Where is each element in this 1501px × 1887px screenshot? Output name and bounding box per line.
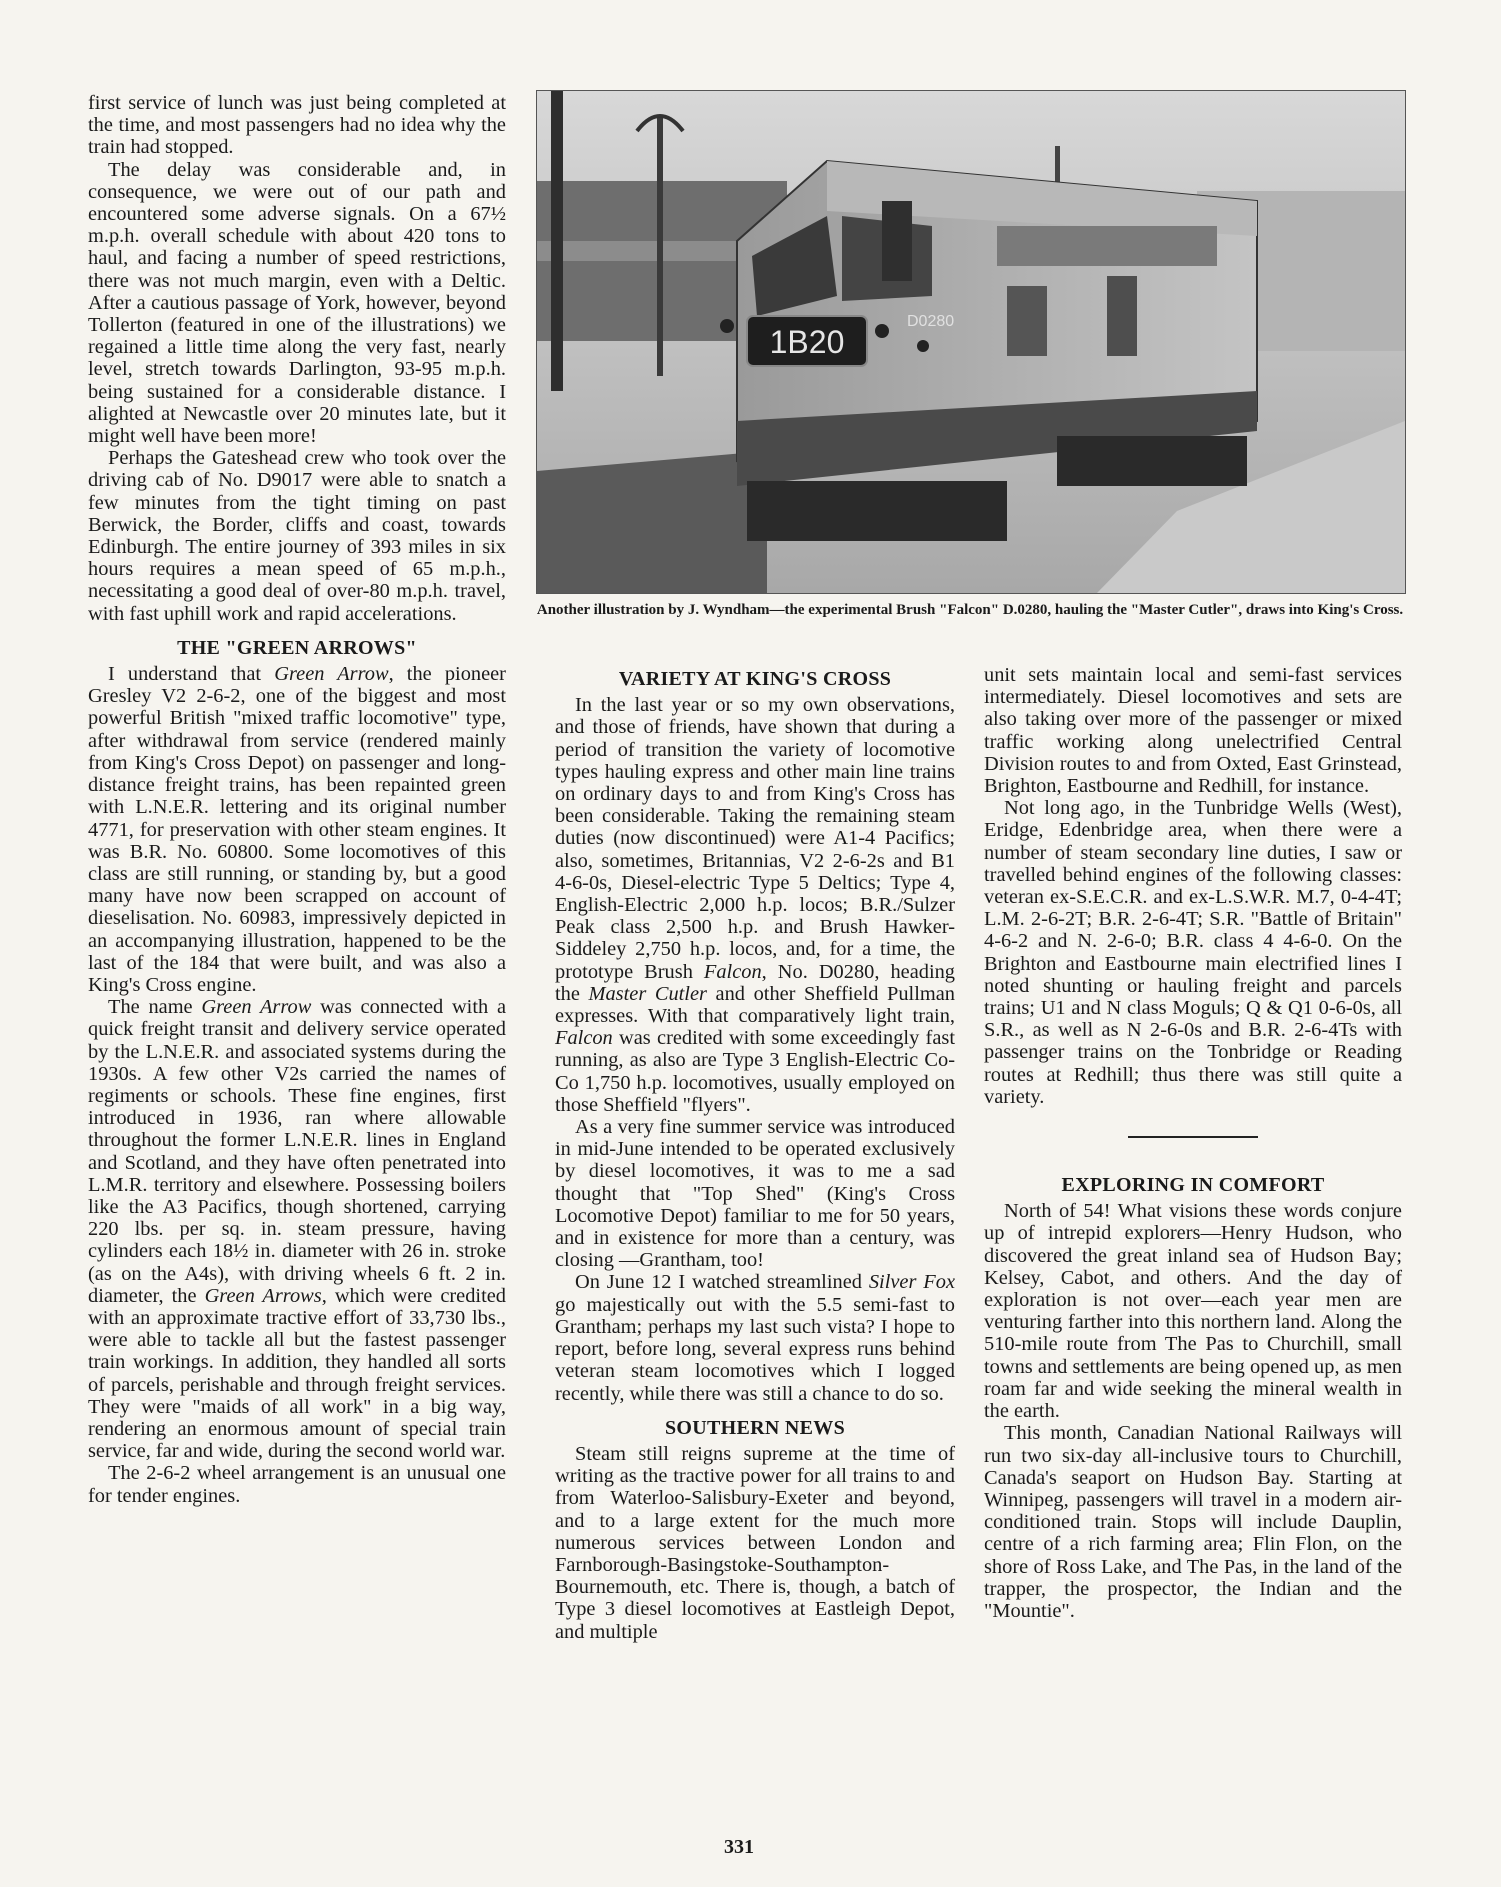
- headcode-text: 1B20: [769, 324, 845, 360]
- paragraph: The name Green Arrow was connected with a quick freight transit and delivery service operated by the L.N.E.R. and associated systems during the 1930s. A few other V2s carried the names of regiments or schools. These fine engines, first introduced in 1936, ran where allowable throughout the former L.N.E.R. lines in England and Scotland, and they have often penetrated into L.M.R. territory and elsewhere. Possessing boilers like the A3 Pacifics, though shortened, carrying 220 lbs. per sq. in. steam pressure, having cylinders each 18½ in. diameter with 26 in. stroke (as on the A4s), with driving wheels 6 ft. 2 in. diameter, the Green Arrows, which were credited with an approximate tractive effort of 33,730 lbs., were able to tackle all but the fastest passenger train workings. In addition, they handled all sorts of parcels, perishable and through freight services. They were "maids of all work" in a big way, rendering an enormous amount of special train service, far and wide, during the second world war.: [88, 996, 506, 1463]
- section-divider: [1128, 1136, 1258, 1138]
- paragraph: Perhaps the Gateshead crew who took over the driving cab of No. D9017 were able to snatch a few minutes from the tight timing on past Berwick, the Border, cliffs and coast, towards Edinburgh. The entire journey of 393 miles in six hours requires a mean speed of 65 m.p.h., necessitating a good deal of over-80 m.p.h. travel, with fast uphill work and rapid accelerations.: [88, 447, 506, 625]
- middle-column: [555, 664, 955, 1643]
- paragraph: In the last year or so my own observations, and those of friends, have shown that during a period of transition the variety of locomotive types hauling express and other main line trains on ordinary days to and from King's Cross has been considerable. Taking the remaining steam duties (now discontinued) were A1-4 Pacifics; also, sometimes, Britannias, V2 2-6-2s and B1 4-6-0s, Diesel-electric Type 5 Deltics; Type 4, English-Electric 2,000 h.p. locos; B.R./Sulzer Peak class 2,500 h.p. and Brush Hawker-Siddeley 2,750 h.p. locos, and, for a time, the prototype Brush Falcon, No. D0280, heading the Master Cutler and other Sheffield Pullman expresses. With that comparatively light train, Falcon was credited with some exceedingly fast running, as also are Type 3 English-Electric Co-Co 1,750 h.p. locomotives, usually employed on those Sheffield "flyers".: [555, 694, 955, 1116]
- paragraph: Not long ago, in the Tunbridge Wells (West), Eridge, Edenbridge area, when there were a number of steam secondary line duties, I saw or travelled behind engines of the following classes: veteran ex-S.E.C.R. and ex-L.S.W.R. M.7, 0-4-4T; L.M. 2-6-2T; B.R. 2-6-4T; S.R. "Battle of Britain" 4-6-2 and N. 2-6-0; B.R. class 4 4-6-0. On the Brighton and Eastbourne main electrified lines I noted shunting or hauling freight and parcels trains; U1 and N class Moguls; Q & Q1 0-6-0s, all S.R., as well as N 2-6-0s and B.R. 2-6-4Ts with passenger trains on the Tonbridge or Reading routes at Redhill; thus there was still quite a variety.: [984, 797, 1402, 1108]
- paragraph: As a very fine summer service was introduced in mid-June intended to be operated exclusively by diesel locomotives, it was to me a sad thought that "Top Shed" (King's Cross Locomotive Depot) familiar to me for 50 years, and in existence for more than a century, was closing —Grantham, too!: [555, 1116, 955, 1272]
- photo-caption: Another illustration by J. Wyndham—the experimental Brush "Falcon" D.0280, hauling the "Master Cutler", draws into King's Cross.: [536, 602, 1404, 618]
- paragraph: first service of lunch was just being completed at the time, and most passengers had no idea why the train had stopped.: [88, 92, 506, 159]
- paragraph: I understand that Green Arrow, the pioneer Gresley V2 2-6-2, one of the biggest and most powerful British "mixed traffic locomotive" type, after withdrawal from service (rendered mainly from King's Cross Depot) on passenger and long-distance freight trains, has been repainted green with L.N.E.R. lettering and its original number 4771, for preservation with other steam engines. It was B.R. No. 60800. Some locomotives of this class are still running, or standing by, but a good many have now been scrapped on account of dieselisation. No. 60983, impressively depicted in an accompanying illustration, happened to be the last of the 184 that were built, and was also a King's Cross engine.: [88, 663, 506, 996]
- paragraph: This month, Canadian National Railways will run two six-day all-inclusive tours to Churchill, Canada's seaport on Hudson Bay. Starting at Winnipeg, passengers will travel in a modern air-conditioned train. Stops will include Dauplin, centre of a rich farming area; Flin Flon, on the shore of Ross Lake, and The Pas, in the land of the trapper, the prospector, the Indian and the "Mountie".: [984, 1422, 1402, 1622]
- paragraph: unit sets maintain local and semi-fast services intermediately. Diesel locomotives and sets are also taking over more of the passenger or mixed traffic working along unelectrified Central Division routes to and from Oxted, East Grinstead, Brighton, Eastbourne and Redhill, for instance.: [984, 664, 1402, 798]
- paragraph: North of 54! What visions these words conjure up of intrepid explorers—Henry Hudson, who discovered the great inland sea of Hudson Bay; Kelsey, Cabot, and others. And the day of exploration is not over—each year men are venturing farther into this northern land. Along the 510-mile route from The Pas to Churchill, small towns and settlements are being opened up, as men roam far and wide seeking the mineral wealth in the earth.: [984, 1200, 1402, 1423]
- loco-number-text: D0280: [907, 313, 955, 330]
- left-column: [88, 92, 506, 1507]
- paragraph: On June 12 I watched streamlined Silver Fox go majestically out with the 5.5 semi-fast to Grantham; perhaps my last such vista? I hope to report, before long, several express runs behind veteran steam locomotives which I logged recently, while there was still a chance to do so.: [555, 1271, 955, 1405]
- paragraph: The 2-6-2 wheel arrangement is an unusual one for tender engines.: [88, 1462, 506, 1507]
- right-column: [984, 664, 1402, 1622]
- section-heading-variety: VARIETY AT KING'S CROSS: [618, 668, 892, 690]
- section-heading-southern: SOUTHERN NEWS: [664, 1416, 846, 1439]
- page-number: 331: [724, 1836, 754, 1858]
- locomotive-illustration: [537, 91, 1405, 593]
- section-heading-green-arrows: THE "GREEN ARROWS": [177, 636, 417, 659]
- paragraph: Steam still reigns supreme at the time of writing as the tractive power for all trains to and from Waterloo-Salisbury-Exeter and beyond, and to a large extent for the much more numerous services between London and Farnborough-Basingstoke-Southampton-Bournemouth, etc. There is, though, a batch of Type 3 diesel locomotives at Eastleigh Depot, and multiple: [555, 1442, 955, 1643]
- locomotive-photo: [536, 90, 1406, 594]
- paragraph: The delay was considerable and, in consequence, we were out of our path and encountered some adverse signals. On a 67½ m.p.h. overall schedule with about 420 tons to haul, and facing a number of speed restrictions, there was not much margin, even with a Deltic. After a cautious passage of York, however, beyond Tollerton (featured in one of the illustrations) we regained a little time along the very fast, nearly level, stretch towards Darlington, 93-95 m.p.h. being sustained for a considerable distance. I alighted at Newcastle over 20 minutes late, but it might well have been more!: [88, 158, 506, 448]
- section-heading-exploring: EXPLORING IN COMFORT: [1061, 1174, 1325, 1197]
